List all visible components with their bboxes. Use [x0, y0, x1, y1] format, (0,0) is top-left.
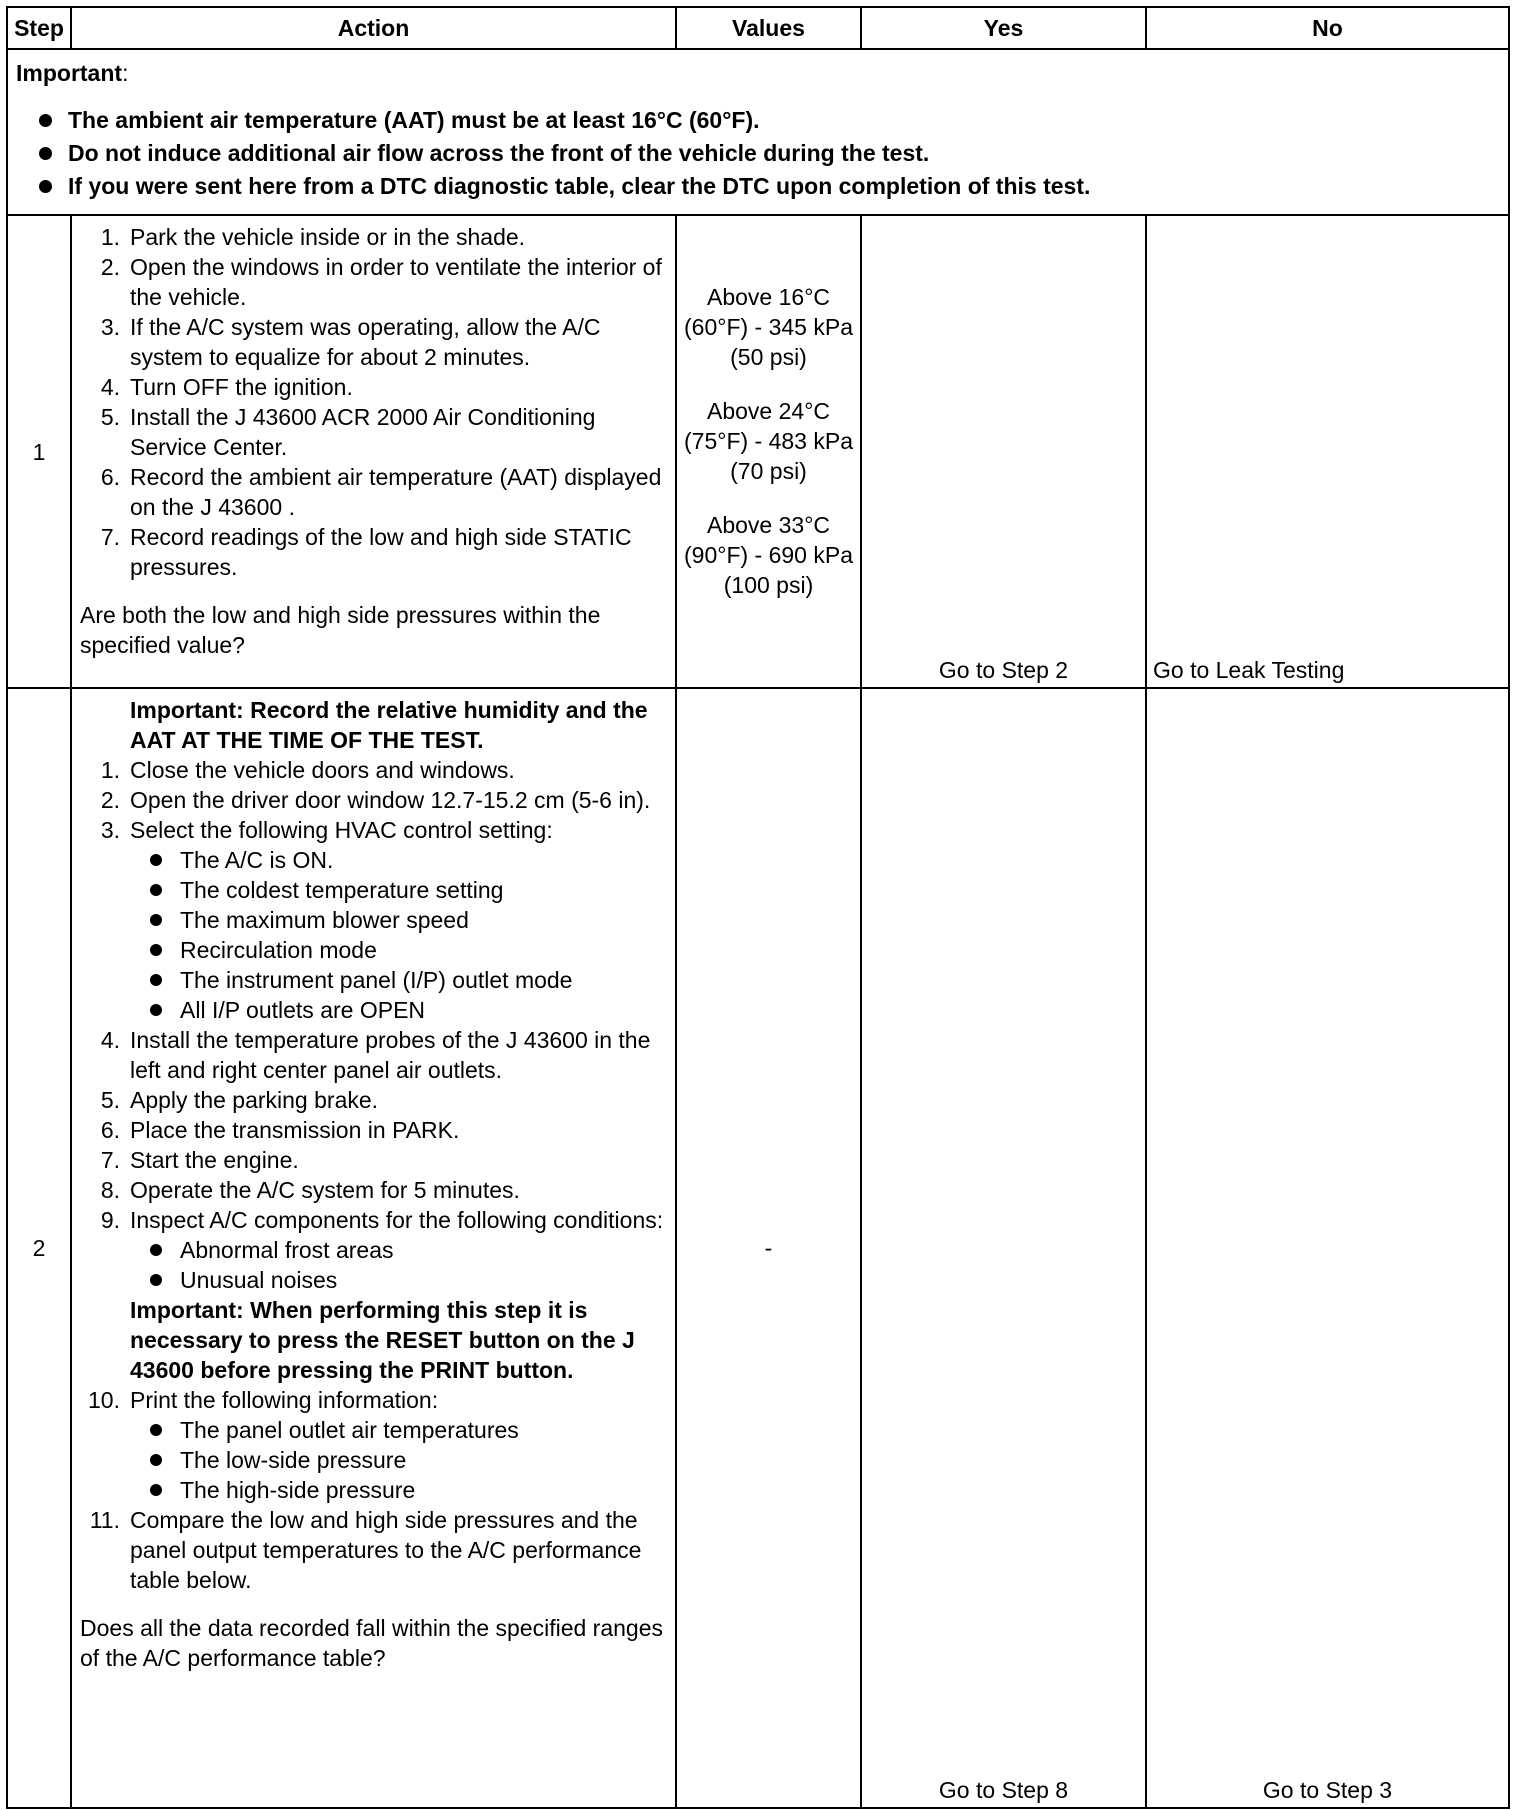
- action-item: 6. Place the transmission in PARK.: [100, 1117, 460, 1143]
- action-item: 4. Turn OFF the ignition.: [100, 374, 353, 400]
- step-yes: Go to Step 2: [861, 215, 1146, 688]
- action-item: 1. Park the vehicle inside or in the shade.: [100, 224, 526, 250]
- bullet-item: Abnormal frost areas: [130, 1235, 667, 1265]
- step-question: Are both the low and high side pressures within the specified value?: [80, 602, 601, 658]
- bullet-item: Unusual noises: [130, 1265, 667, 1295]
- step-action: [71, 688, 676, 1808]
- action-item: 7. Record readings of the low and high side STATIC pressures.: [100, 524, 632, 580]
- step-number: 1: [7, 215, 71, 688]
- action-item: 2. Open the driver door window 12.7-15.2 cm (5-6 in).: [100, 787, 651, 813]
- action-item: 1. Close the vehicle doors and windows.: [100, 757, 515, 783]
- value-entry: Above 16°C (60°F) - 345 kPa (50 psi): [684, 284, 853, 370]
- step-no: Go to Step 3: [1146, 688, 1509, 1808]
- header-no: No: [1146, 7, 1509, 49]
- step-values: -: [676, 688, 861, 1808]
- important-item: Do not induce additional air flow across the front of the vehicle during the test.: [16, 137, 1500, 170]
- bullet-item: The panel outlet air temperatures: [130, 1415, 667, 1445]
- action-item: 5. Apply the parking brake.: [100, 1087, 379, 1113]
- action-item: 8. Operate the A/C system for 5 minutes.: [100, 1177, 520, 1203]
- bullet-item: The A/C is ON.: [130, 845, 667, 875]
- step-row-1: [7, 215, 1509, 688]
- bullet-item: The instrument panel (I/P) outlet mode: [130, 965, 667, 995]
- step-number: 2: [7, 688, 71, 1808]
- important-item: The ambient air temperature (AAT) must be at least 16°C (60°F).: [16, 104, 1500, 137]
- action-item: 6. Record the ambient air temperature (AAT) displayed on the J 43600 .: [100, 464, 662, 520]
- action-item: 11. Compare the low and high side pressures and the panel output temperatures to the A/C performance table below.: [89, 1507, 642, 1593]
- bullet-item: The high-side pressure: [130, 1475, 667, 1505]
- action-item: 10. Print the following information: The panel outlet air temperatures The low-side pressure The high-side pressure: [80, 1385, 667, 1505]
- important-note: Important: When performing this step it is necessary to press the RESET button on the J 43600 before pressing the PRINT button.: [130, 1297, 635, 1383]
- action-item: 3. Select the following HVAC control setting: The A/C is ON. The coldest temperature setting The maximum blower speed Recirculation mode The instrument panel (I/P) outlet mode All I/P outlets are OPEN: [80, 815, 667, 1025]
- action-item: 2. Open the windows in order to ventilate the interior of the vehicle.: [100, 254, 662, 310]
- header-yes: Yes: [861, 7, 1146, 49]
- important-cell: [7, 49, 1509, 215]
- value-entry: Above 33°C (90°F) - 690 kPa (100 psi): [684, 512, 853, 598]
- bullet-list: [130, 1415, 667, 1505]
- bullet-list: [130, 1235, 667, 1295]
- important-list: [16, 104, 1500, 203]
- step-action: [71, 215, 676, 688]
- bullet-item: The coldest temperature setting: [130, 875, 667, 905]
- action-item: 7. Start the engine.: [100, 1147, 299, 1173]
- action-list: [80, 755, 667, 1595]
- bullet-item: The maximum blower speed: [130, 905, 667, 935]
- step-yes: Go to Step 8: [861, 688, 1146, 1808]
- bullet-item: Recirculation mode: [130, 935, 667, 965]
- important-heading: Important:: [16, 60, 129, 86]
- header-step: Step: [7, 7, 71, 49]
- important-note: Important: Record the relative humidity and the AAT AT THE TIME OF THE TEST.: [130, 697, 648, 753]
- step-question: Does all the data recorded fall within the specified ranges of the A/C performance table?: [80, 1615, 664, 1671]
- bullet-list: [130, 845, 667, 1025]
- bullet-item: The low-side pressure: [130, 1445, 667, 1475]
- action-list: [80, 222, 667, 582]
- header-action: Action: [71, 7, 676, 49]
- important-item: If you were sent here from a DTC diagnostic table, clear the DTC upon completion of this test.: [16, 170, 1500, 203]
- action-item: 5. Install the J 43600 ACR 2000 Air Conditioning Service Center.: [100, 404, 596, 460]
- action-item: 9. Inspect A/C components for the following conditions: Abnormal frost areas Unusual noises Important: When performing this step it is necessary to press the RESET button on the J 43600 before pressing the PRINT button.: [80, 1205, 667, 1385]
- step-row-2: [7, 688, 1509, 1808]
- important-row: [7, 49, 1509, 215]
- bullet-item: All I/P outlets are OPEN: [130, 995, 667, 1025]
- header-row: [7, 7, 1509, 49]
- header-values: Values: [676, 7, 861, 49]
- action-item: 4. Install the temperature probes of the J 43600 in the left and right center panel air outlets.: [100, 1027, 651, 1083]
- value-entry: Above 24°C (75°F) - 483 kPa (70 psi): [684, 398, 853, 484]
- action-item: 3. If the A/C system was operating, allow the A/C system to equalize for about 2 minutes.: [100, 314, 601, 370]
- step-no: Go to Leak Testing: [1146, 215, 1509, 688]
- diagnostic-table: [6, 6, 1510, 1809]
- step-values: [676, 215, 861, 688]
